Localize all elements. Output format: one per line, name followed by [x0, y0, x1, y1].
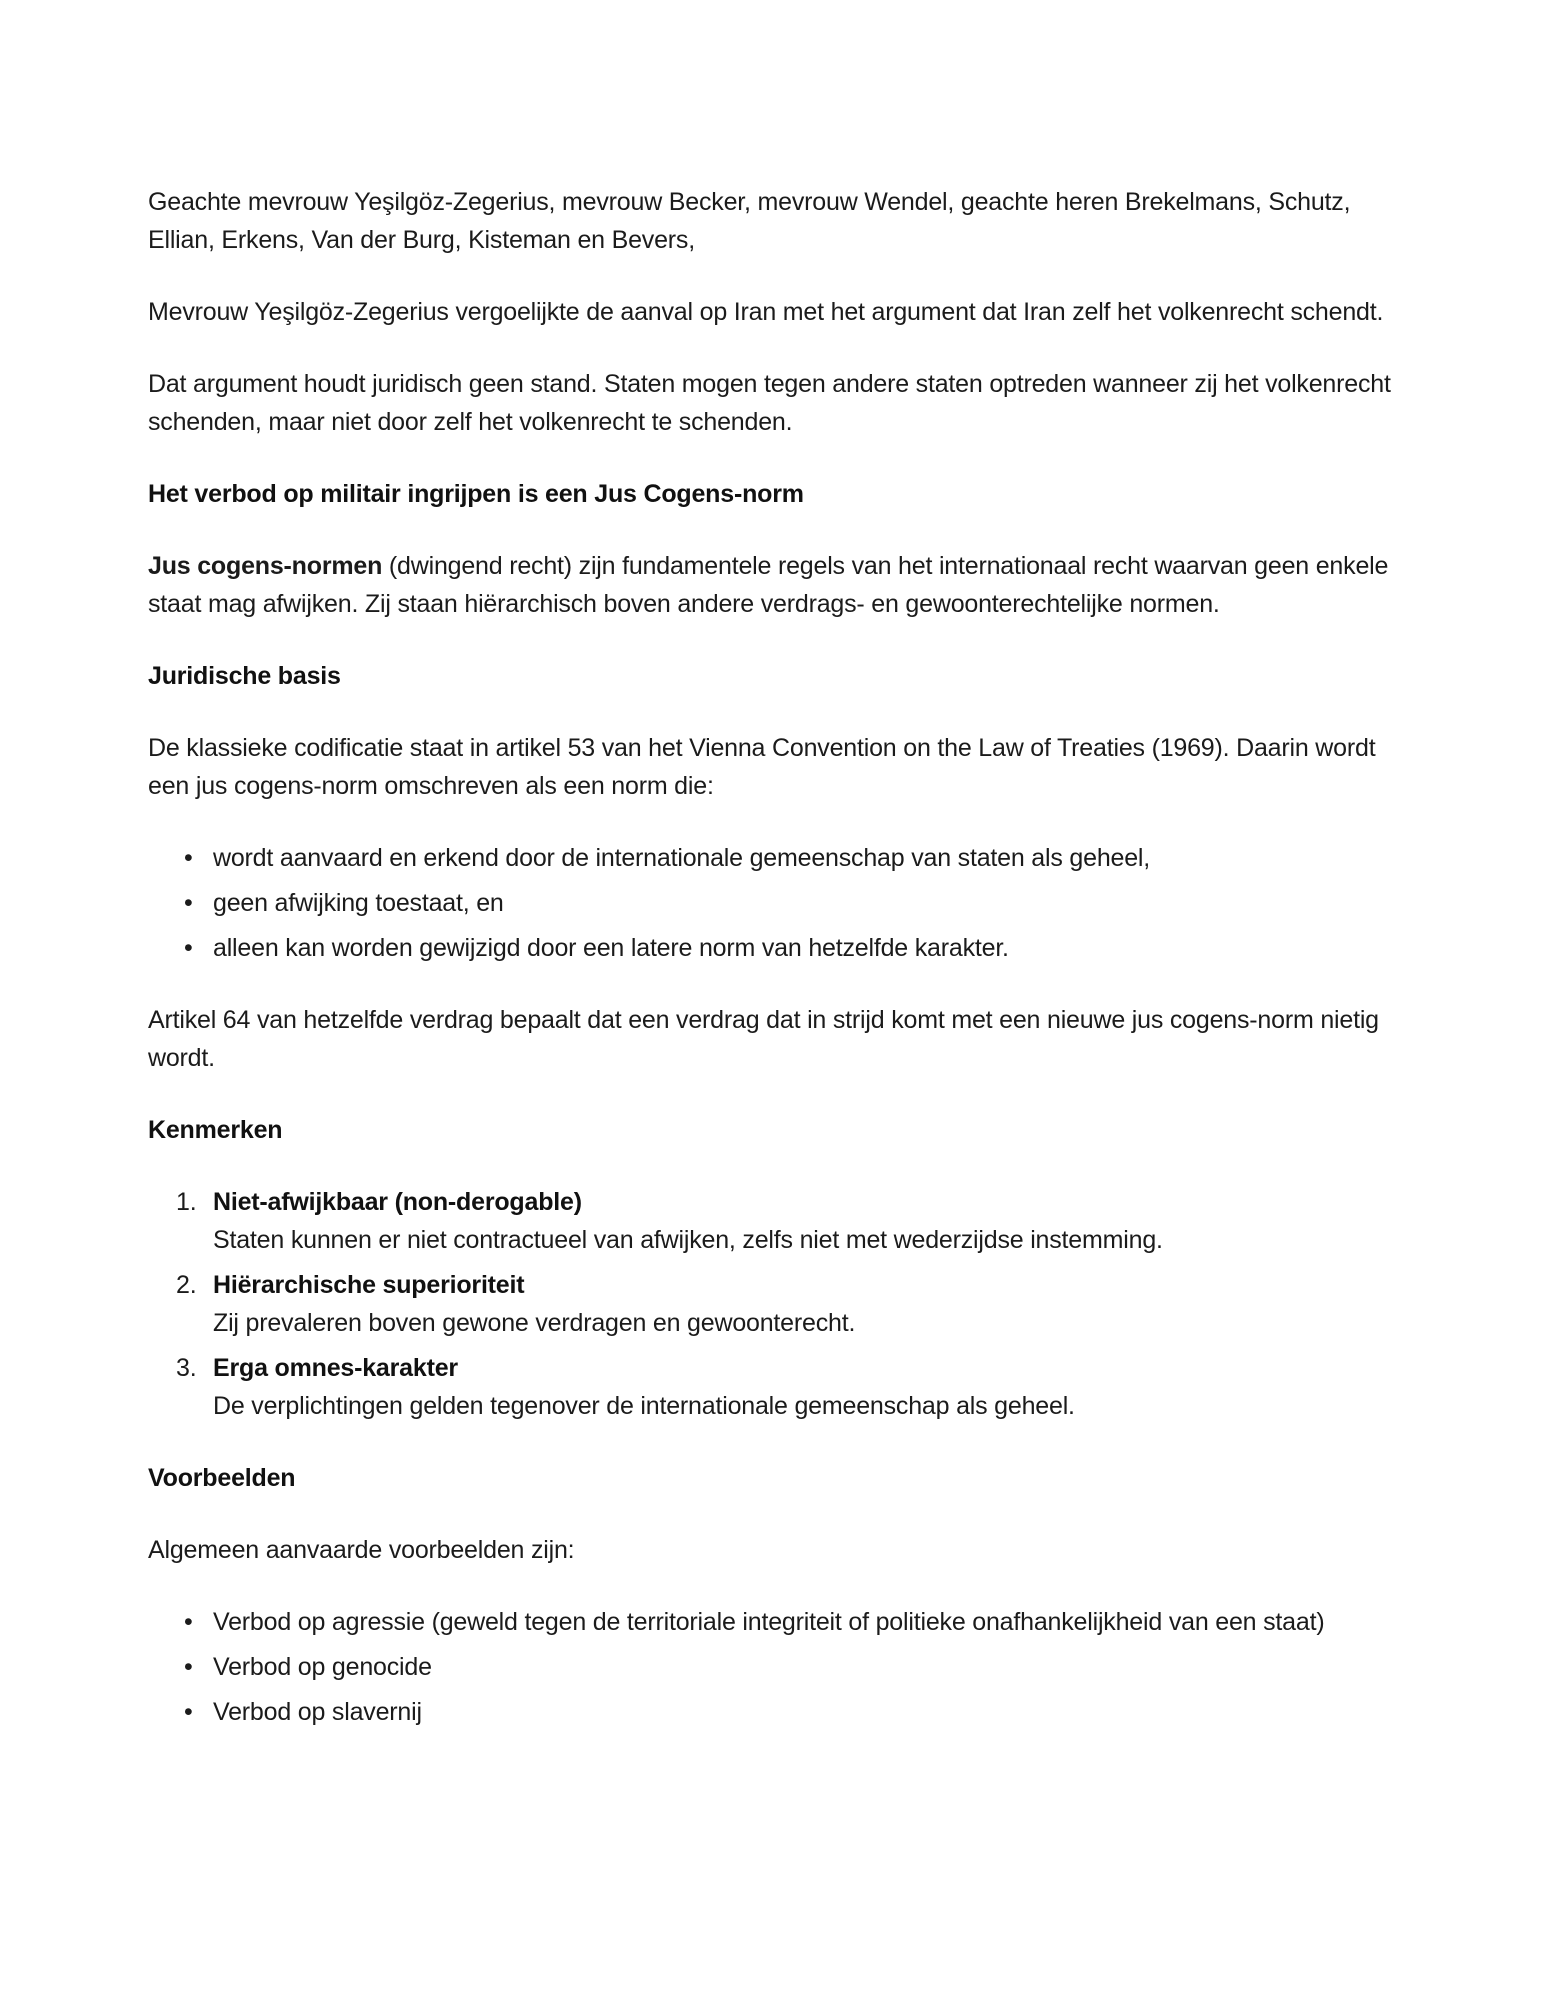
list-item-number: 3. [176, 1354, 197, 1382]
list-item-description: Zij prevaleren boven gewone verdragen en gewoonterecht. [213, 1309, 856, 1337]
heading-kenmerken: Kenmerken [148, 1116, 283, 1144]
list-item-number: 2. [176, 1271, 197, 1299]
iran-argument-paragraph: Mevrouw Yeşilgöz-Zegerius vergoelijkte de aanval op Iran met het argument dat Iran zelf het volkenrecht schendt. [148, 298, 1384, 326]
list-item-description: De verplichtingen gelden tegenover de internationale gemeenschap als geheel. [213, 1392, 1075, 1420]
list-item [148, 1183, 1417, 1259]
list-item: • wordt aanvaard en erkend door de internationale gemeenschap van staten als geheel, [148, 839, 1417, 877]
list-item [148, 1349, 1417, 1425]
voorbeelden-bullet-list [148, 1603, 1417, 1731]
voorbeelden-intro-paragraph: Algemeen aanvaarde voorbeelden zijn: [148, 1536, 575, 1564]
list-item-description: Staten kunnen er niet contractueel van afwijken, zelfs niet met wederzijdse instemming. [213, 1226, 1163, 1254]
codificatie-paragraph: De klassieke codificatie staat in artikel 53 van het Vienna Convention on the Law of Treaties (1969). Daarin wordt een jus cogens-norm omschreven als een norm die: [148, 734, 1376, 800]
list-item: • Verbod op agressie (geweld tegen de territoriale integriteit of politieke onafhankelijkheid van een staat) [148, 1603, 1417, 1641]
heading-juridische-basis: Juridische basis [148, 662, 341, 690]
list-item: • alleen kan worden gewijzigd door een latere norm van hetzelfde karakter. [148, 929, 1417, 967]
heading-voorbeelden: Voorbeelden [148, 1464, 296, 1492]
list-item [148, 1266, 1417, 1342]
kenmerken-numbered-list [148, 1183, 1417, 1425]
artikel-64-paragraph: Artikel 64 van hetzelfde verdrag bepaalt dat een verdrag dat in strijd komt met een nieuwe jus cogens-norm nietig wordt. [148, 1006, 1379, 1072]
jus-cogens-definition-paragraph [148, 547, 1417, 623]
list-item: • geen afwijking toestaat, en [148, 884, 1417, 922]
jus-cogens-definition-rest: (dwingend recht) zijn fundamentele regels van het internationaal recht waarvan geen enkele staat mag afwijken. Zij staan hiërarchisch boven andere verdrags- en gewoonterechtelijke normen. [148, 552, 1389, 618]
heading-jus-cogens-norm: Het verbod op militair ingrijpen is een Jus Cogens-norm [148, 480, 804, 508]
list-item-number: 1. [176, 1188, 197, 1216]
criteria-bullet-list [148, 839, 1417, 967]
list-item-title: Erga omnes-karakter [213, 1354, 458, 1382]
jus-cogens-definition-lead: Jus cogens-normen [148, 552, 383, 580]
list-item: • Verbod op slavernij [148, 1693, 1417, 1731]
salutation-paragraph: Geachte mevrouw Yeşilgöz-Zegerius, mevrouw Becker, mevrouw Wendel, geachte heren Brekelmans, Schutz, Ellian, Erkens, Van der Burg, Kisteman en Bevers, [148, 188, 1351, 254]
list-item-title: Niet-afwijkbaar (non-derogable) [213, 1188, 582, 1216]
document-body [148, 183, 1417, 1731]
list-item: • Verbod op genocide [148, 1648, 1417, 1686]
geen-stand-paragraph: Dat argument houdt juridisch geen stand. Staten mogen tegen andere staten optreden wanneer zij het volkenrecht schenden, maar niet door zelf het volkenrecht te schenden. [148, 370, 1391, 436]
list-item-title: Hiërarchische superioriteit [213, 1271, 525, 1299]
